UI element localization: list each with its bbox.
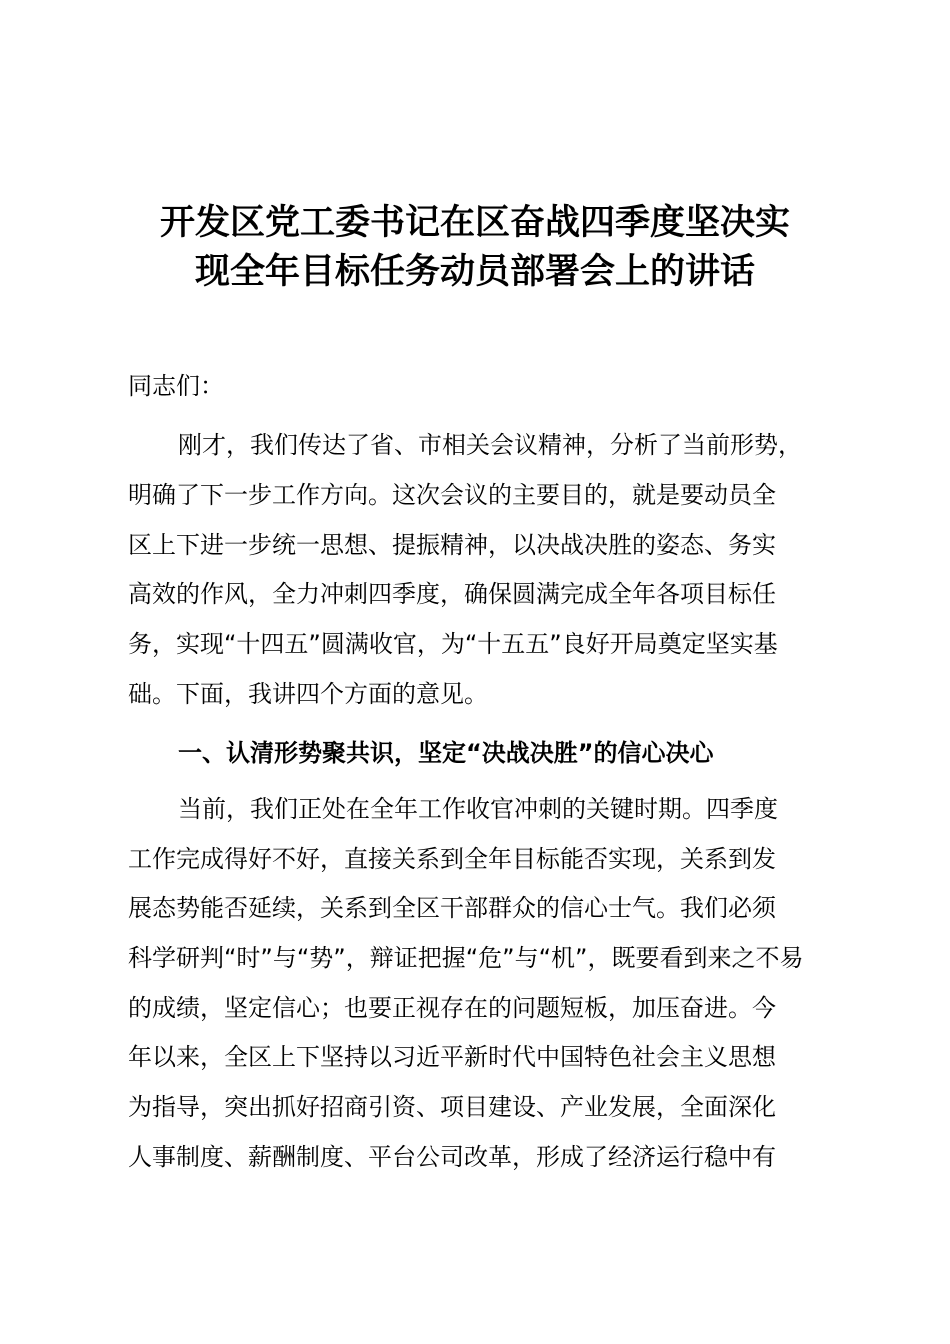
- salutation: 同志们：: [128, 372, 224, 400]
- document-title-line-2: 现全年目标任务动员部署会上的讲话: [194, 252, 755, 292]
- paragraph-1-line-2: 明确了下一步工作方向。这次会议的主要目的，就是要动员全: [128, 481, 776, 509]
- paragraph-2-line-4: 科学研判“时”与“势”，辩证把握“危”与“机”，既要看到来之不易: [128, 944, 804, 972]
- paragraph-1-line-6: 础。下面，我讲四个方面的意见。: [128, 680, 488, 708]
- paragraph-1-line-1: 刚才，我们传达了省、市相关会议精神，分析了当前形势，: [178, 431, 802, 459]
- paragraph-1-line-4: 高效的作风，全力冲刺四季度，确保圆满完成全年各项目标任: [128, 580, 776, 608]
- paragraph-2-line-5: 的成绩，坚定信心；也要正视存在的问题短板，加压奋进。今: [128, 994, 776, 1022]
- document-title-line-1: 开发区党工委书记在区奋战四季度坚决实: [159, 203, 790, 243]
- paragraph-1-line-5: 务，实现“十四五”圆满收官，为“十五五”良好开局奠定坚实基: [128, 630, 778, 658]
- paragraph-2-line-1: 当前，我们正处在全年工作收官冲刺的关键时期。四季度: [178, 795, 778, 823]
- paragraph-1-line-3: 区上下进一步统一思想、提振精神，以决战决胜的姿态、务实: [128, 531, 776, 559]
- paragraph-2-line-2: 工作完成得好不好，直接关系到全年目标能否实现，关系到发: [128, 845, 776, 873]
- section-1-heading: 一、认清形势聚共识，坚定“决战决胜”的信心决心: [178, 739, 714, 767]
- paragraph-2-line-7: 为指导，突出抓好招商引资、项目建设、产业发展，全面深化: [128, 1093, 776, 1121]
- paragraph-2-line-3: 展态势能否延续，关系到全区干部群众的信心士气。我们必须: [128, 894, 776, 922]
- paragraph-2-line-6: 年以来，全区上下坚持以习近平新时代中国特色社会主义思想: [128, 1043, 776, 1071]
- paragraph-2-line-8: 人事制度、薪酬制度、平台公司改革，形成了经济运行稳中有: [128, 1143, 776, 1171]
